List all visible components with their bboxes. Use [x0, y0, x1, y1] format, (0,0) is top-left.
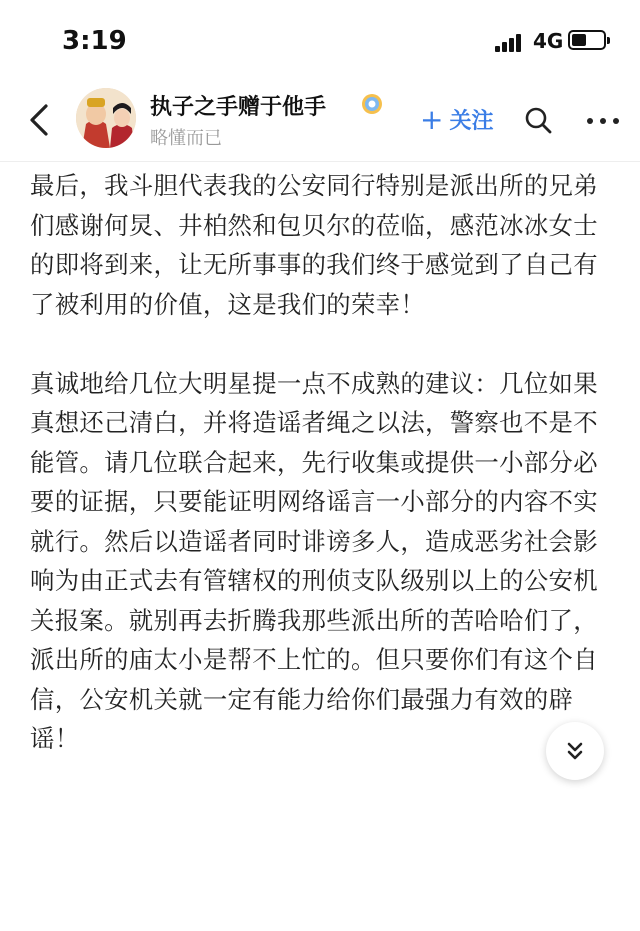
plus-icon: + [420, 102, 444, 136]
scroll-down-button[interactable] [546, 722, 604, 780]
follow-button[interactable] [420, 104, 493, 135]
network-type: 4G [533, 29, 564, 53]
author-subtitle: 略懂而已 [150, 128, 222, 149]
search-icon[interactable] [524, 106, 552, 134]
verified-badge-icon [361, 93, 383, 115]
follow-label: 关注 [449, 109, 494, 134]
article-body [30, 166, 610, 798]
status-time: 3:19 [62, 26, 127, 56]
battery-icon [568, 30, 606, 50]
avatar[interactable] [76, 88, 136, 148]
post-header [0, 80, 640, 162]
chevrons-down-icon [564, 740, 586, 762]
article-paragraph: 最后，我斗胆代表我的公安同行特别是派出所的兄弟们感谢何炅、井柏然和包贝尔的莅临，感范冰冰女士的即将到来，让无所事事的我们终于感觉到了自己有了被利用的价值，这是我们的荣幸！ [30, 171, 598, 319]
article-paragraph: 真诚地给几位大明星提一点不成熟的建议：几位如果真想还己清白，并将造谣者绳之以法，警察也不是不能管。请几位联合起来，先行收集或提供一小部分必要的证据，只要能证明网络谣言一小部分的内容不实就行。然后以造谣者同时诽谤多人，造成恶劣社会影响为由正式去有管辖权的刑侦支队级别以上的公安机关报案。就别再去折腾我那些派出所的苦哈哈们了，派出所的庙太小是帮不上忙的。但只要你们有这个自信，公安机关就一定有能力给你们最强力有效的辟谣！ [30, 368, 598, 753]
status-bar [0, 0, 640, 80]
chevron-left-icon[interactable] [20, 98, 60, 142]
more-dots-icon[interactable] [586, 117, 620, 125]
signal-icon [495, 34, 525, 52]
author-name[interactable]: 执子之手赠于他手 [150, 95, 327, 120]
